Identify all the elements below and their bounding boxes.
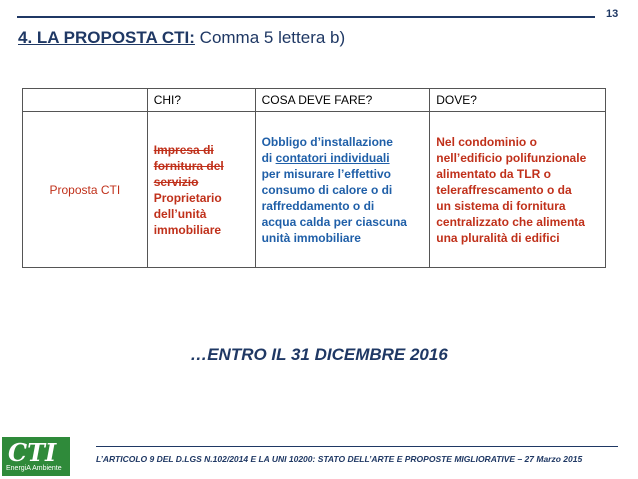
cosa-line: consumo di calore o di — [261, 182, 393, 197]
dove-line: centralizzato che alimenta — [436, 214, 585, 229]
cosa-line: acqua calda per ciascuna — [261, 214, 407, 229]
dove-line: un sistema di fornitura — [436, 198, 566, 213]
chi-struck-line: servizio — [153, 174, 199, 189]
chi-line: immobiliare — [153, 222, 222, 237]
chi-line: Proprietario — [153, 190, 222, 205]
cosa-underlined: contatori individuali — [275, 150, 390, 165]
footer-rule — [96, 446, 618, 447]
chi-line: dell’unità — [153, 206, 207, 221]
cosa-line: Obbligo d’installazione — [261, 134, 393, 149]
header-dove: DOVE? — [430, 89, 606, 112]
dove-line: Nel condominio o — [436, 134, 537, 149]
top-rule — [17, 16, 595, 18]
cell-chi — [147, 112, 255, 268]
proposal-table — [22, 88, 606, 268]
table-header-row — [23, 89, 606, 112]
chi-struck-line: Impresa di — [153, 142, 214, 157]
dove-line: alimentato da TLR o — [436, 166, 551, 181]
cosa-prefix: di — [261, 150, 276, 165]
title-main: 4. LA PROPOSTA CTI: — [18, 28, 195, 47]
cosa-line: per misurare l’effettivo — [261, 166, 391, 181]
cosa-line: raffreddamento o di — [261, 198, 375, 213]
title-sub: Comma 5 lettera b) — [194, 28, 346, 47]
cti-logo — [2, 437, 70, 476]
header-empty — [23, 89, 148, 112]
cosa-line — [262, 150, 424, 166]
chi-struck-line: fornitura del — [153, 158, 224, 173]
deadline-text: …ENTRO IL 31 DICEMBRE 2016 — [190, 345, 448, 364]
table-row — [23, 112, 606, 268]
dove-line: una pluralità di edifici — [436, 230, 560, 245]
row-label: Proposta CTI — [23, 112, 148, 268]
slide-title — [18, 28, 345, 48]
cell-dove — [430, 112, 606, 268]
header-chi: CHI? — [147, 89, 255, 112]
logo-tagline: EnergiA Ambiente — [6, 465, 62, 472]
header-cosa: COSA DEVE FARE? — [255, 89, 430, 112]
dove-line: teleraffrescamento o da — [436, 182, 572, 197]
page-number: 13 — [606, 8, 619, 20]
footer-text: L’ARTICOLO 9 DEL D.LGS N.102/2014 E LA UNI 10200: STATO DELL’ARTE E PROPOSTE MIGLIORATIVE – 27 Marzo 2015 — [96, 454, 583, 464]
dove-line: nell’edificio polifunzionale — [436, 150, 587, 165]
cell-cosa — [255, 112, 430, 268]
cosa-line: unità immobiliare — [261, 230, 361, 245]
logo-name: CTI — [8, 438, 57, 467]
